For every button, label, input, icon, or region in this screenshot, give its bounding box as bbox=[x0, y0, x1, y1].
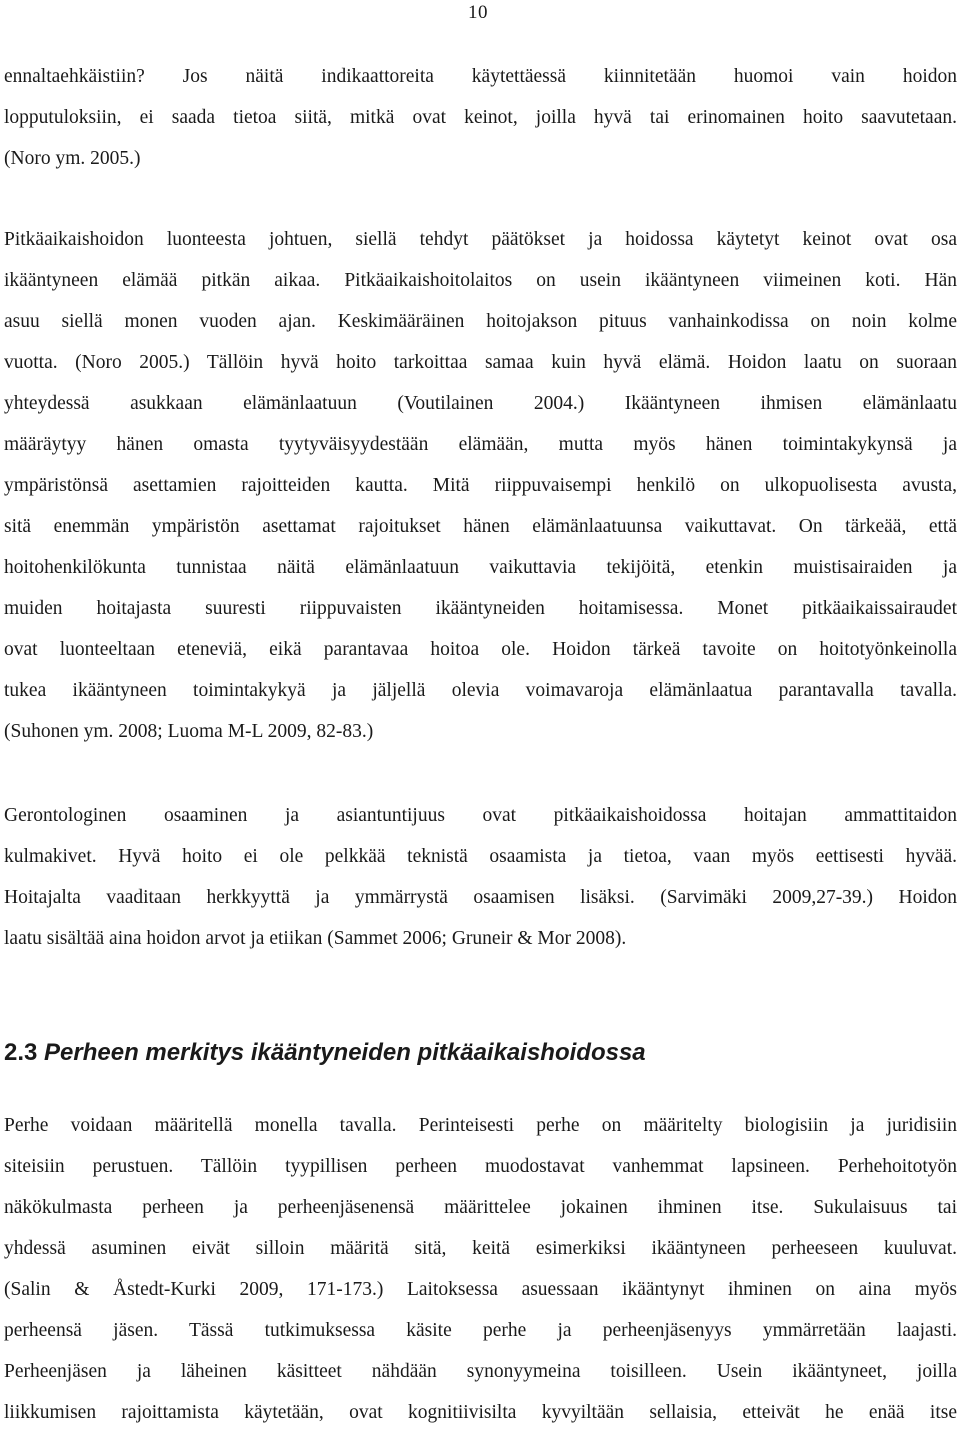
paragraph-family bbox=[4, 1113, 957, 1441]
text-line: Perhe voidaan määritellä monella tavalla. Perinteisesti perhe on määritelty biologisiin ja juridisiin bbox=[4, 1115, 957, 1136]
text-line: muiden hoitajasta suuresti riippuvaisten ikääntyneiden hoitamisessa. Monet pitkäaikaissairaudet bbox=[4, 598, 957, 619]
text-line: yhteydessä asukkaan elämänlaatuun (Voutilainen 2004.) Ikääntyneen ihmisen elämänlaatu bbox=[4, 393, 957, 414]
text-line: asuu siellä monen vuoden ajan. Keskimääräinen hoitojakson pituus vanhainkodissa on noin kolme bbox=[4, 311, 957, 332]
text-line: Pitkäaikaishoidon luonteesta johtuen, siellä tehdyt päätökset ja hoidossa käytetyt keinot ovat osa bbox=[4, 229, 957, 250]
text-line: (Suhonen ym. 2008; Luoma M-L 2009, 82-83.) bbox=[4, 721, 374, 742]
section-number: 2.3 bbox=[4, 1039, 38, 1066]
text-line: ikääntyneen elämää pitkän aikaa. Pitkäaikaishoitolaitos on usein ikääntyneen viimeinen koti. Hän bbox=[4, 270, 957, 291]
text-line: vuotta. (Noro 2005.) Tällöin hyvä hoito tarkoittaa samaa kuin hyvä elämä. Hoidon laatu on suoraan bbox=[4, 352, 957, 373]
text-line: ovat luonteeltaan eteneviä, eikä parantavaa hoitoa ole. Hoidon tärkeä tavoite on hoitotyönkeinolla bbox=[4, 639, 957, 660]
text-line: tukea ikääntyneen toimintakykyä ja jäljellä olevia voimavaroja elämänlaatua parantavalla tavalla. bbox=[4, 680, 957, 701]
text-line: laatu sisältää aina hoidon arvot ja etiikan (Sammet 2006; Gruneir & Mor 2008). bbox=[4, 928, 627, 949]
text-line: perheensä jäsen. Tässä tutkimuksessa käsite perhe ja perheenjäsenyys ymmärretään laajasti. bbox=[4, 1320, 957, 1341]
paragraph-indicators bbox=[4, 64, 957, 187]
text-line: ennaltaehkäistiin? Jos näitä indikaattoreita käytettäessä kiinnitetään huomoi vain hoidon bbox=[4, 66, 957, 87]
text-line: siteisiin perustuen. Tällöin tyypillisen perheen muodostavat vanhemmat lapsineen. Perhehoitotyön bbox=[4, 1156, 957, 1177]
section-title: Perheen merkitys ikääntyneiden pitkäaikaishoidossa bbox=[44, 1039, 646, 1066]
text-line: näkökulmasta perheen ja perheenjäsenensä määrittelee jokainen ihminen itse. Sukulaisuus tai bbox=[4, 1197, 957, 1218]
text-line: määräytyy hänen omasta tyytyväisyydestään elämään, mutta myös hänen toimintakykynsä ja bbox=[4, 434, 957, 455]
text-line: lopputuloksiin, ei saada tietoa siitä, mitkä ovat keinot, joilla hyvä tai erinomainen hoito saavutetaan. bbox=[4, 107, 957, 128]
text-line: sitä enemmän ympäristön asettamat rajoitukset hänen elämänlaatuunsa vaikuttavat. On tärkeää, että bbox=[4, 516, 957, 537]
text-line: Hoitajalta vaaditaan herkkyyttä ja ymmärrystä osaamisen lisäksi. (Sarvimäki 2009,27-39.) Hoidon bbox=[4, 887, 957, 908]
page-number: 10 bbox=[468, 2, 488, 23]
text-line: Gerontologinen osaaminen ja asiantuntijuus ovat pitkäaikaishoidossa hoitajan ammattitaidon bbox=[4, 805, 957, 826]
section-heading bbox=[4, 1037, 646, 1069]
text-line: kulmakivet. Hyvä hoito ei ole pelkkää teknistä osaamista ja tietoa, vaan myös eettisesti hyvää. bbox=[4, 846, 957, 867]
text-line: liikkumisen rajoittamista käytetään, ovat kognitiivisilta kyvyiltään sellaisia, etteivät he enää itse bbox=[4, 1402, 957, 1423]
text-line: ympäristönsä asettamien rajoitteiden kautta. Mitä riippuvaisempi henkilö on ulkopuolisesta avusta, bbox=[4, 475, 957, 496]
text-line: (Noro ym. 2005.) bbox=[4, 148, 141, 169]
text-line: hoitohenkilökunta tunnistaa näitä elämänlaatuun vaikuttavia tekijöitä, etenkin muistisairaiden ja bbox=[4, 557, 957, 578]
text-line: Perheenjäsen ja läheinen käsitteet nähdään synonyymeina toisilleen. Usein ikääntyneet, joilla bbox=[4, 1361, 957, 1382]
paragraph-gerontology bbox=[4, 803, 957, 967]
text-line: yhdessä asuminen eivät silloin määritä sitä, keitä esimerkiksi ikääntyneen perheeseen kuuluvat. bbox=[4, 1238, 957, 1259]
text-line: (Salin & Åstedt-Kurki 2009, 171-173.) Laitoksessa asuessaan ikääntynyt ihminen on aina myös bbox=[4, 1279, 957, 1300]
paragraph-long-term-care bbox=[4, 227, 957, 760]
